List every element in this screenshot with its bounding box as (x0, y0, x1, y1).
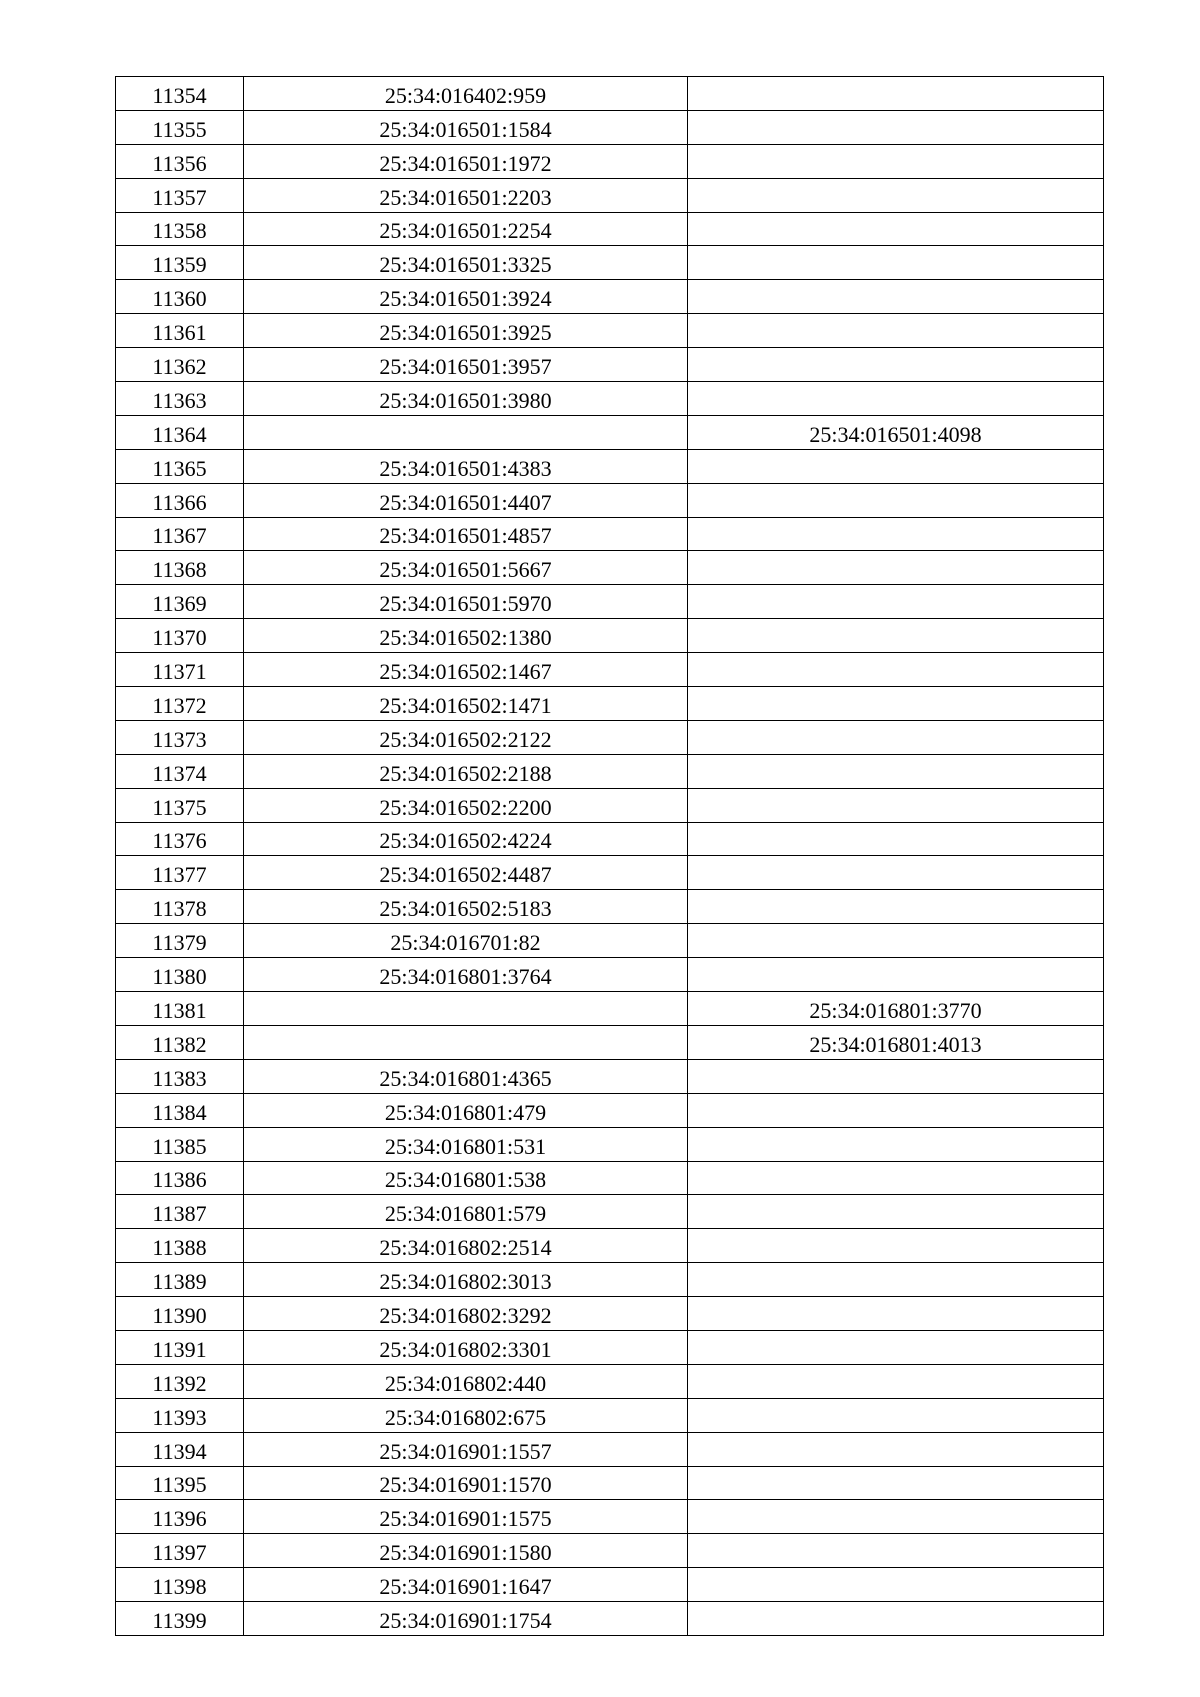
table-row (116, 890, 1104, 924)
row-number-text: 11368 (152, 557, 207, 583)
additional-cadastral-number-cell (688, 517, 1104, 551)
table-row (116, 1093, 1104, 1127)
additional-cadastral-number-cell (688, 585, 1104, 619)
additional-cadastral-number-text: 25:34:016501:4098 (809, 421, 982, 447)
cadastral-number-cell (244, 1161, 688, 1195)
additional-cadastral-number-cell (688, 1398, 1104, 1432)
row-number-text: 11387 (152, 1201, 207, 1227)
additional-cadastral-number-cell (688, 1229, 1104, 1263)
additional-cadastral-number-cell (688, 1602, 1104, 1636)
table-row (116, 1127, 1104, 1161)
row-number-text: 11384 (152, 1099, 207, 1125)
row-number-cell (116, 517, 244, 551)
cadastral-number-text: 25:34:016501:5970 (379, 591, 552, 617)
cadastral-number-text: 25:34:016901:1570 (379, 1472, 552, 1498)
cadastral-number-cell (244, 415, 688, 449)
table-row (116, 110, 1104, 144)
cadastral-number-text: 25:34:016502:1380 (379, 625, 552, 651)
cadastral-number-text: 25:34:016501:3924 (379, 286, 552, 312)
cadastral-number-text: 25:34:016502:4224 (379, 828, 552, 854)
cadastral-number-cell (244, 246, 688, 280)
row-number-cell (116, 890, 244, 924)
row-number-text: 11396 (152, 1506, 207, 1532)
cadastral-number-text: 25:34:016701:82 (390, 930, 541, 956)
additional-cadastral-number-cell (688, 856, 1104, 890)
table-row (116, 551, 1104, 585)
cadastral-number-cell (244, 212, 688, 246)
cadastral-number-text: 25:34:016801:531 (384, 1133, 547, 1159)
additional-cadastral-number-cell (688, 1025, 1104, 1059)
row-number-cell (116, 1330, 244, 1364)
row-number-cell (116, 1398, 244, 1432)
row-number-text: 11381 (152, 997, 207, 1023)
row-number-cell (116, 280, 244, 314)
cadastral-number-cell (244, 1093, 688, 1127)
row-number-text: 11388 (152, 1235, 207, 1261)
cadastral-number-cell (244, 1568, 688, 1602)
cadastral-number-cell (244, 483, 688, 517)
table-row (116, 178, 1104, 212)
cadastral-number-cell (244, 653, 688, 687)
row-number-cell (116, 924, 244, 958)
row-number-text: 11366 (152, 489, 207, 515)
cadastral-number-text: 25:34:016502:1467 (379, 659, 552, 685)
cadastral-number-cell (244, 1330, 688, 1364)
additional-cadastral-number-cell (688, 1059, 1104, 1093)
row-number-text: 11397 (152, 1540, 207, 1566)
row-number-cell (116, 1432, 244, 1466)
table-row (116, 1195, 1104, 1229)
cadastral-number-cell (244, 890, 688, 924)
cadastral-number-cell (244, 856, 688, 890)
row-number-cell (116, 822, 244, 856)
cadastral-number-cell (244, 822, 688, 856)
row-number-cell (116, 1161, 244, 1195)
row-number-text: 11367 (152, 523, 207, 549)
cadastral-number-cell (244, 1263, 688, 1297)
row-number-text: 11365 (152, 455, 207, 481)
additional-cadastral-number-cell (688, 1093, 1104, 1127)
additional-cadastral-number-cell (688, 551, 1104, 585)
row-number-cell (116, 551, 244, 585)
cadastral-number-cell (244, 1364, 688, 1398)
cadastral-number-text: 25:34:016801:3764 (379, 964, 552, 990)
row-number-text: 11354 (152, 82, 207, 108)
cadastral-number-cell (244, 1534, 688, 1568)
row-number-text: 11355 (152, 116, 207, 142)
additional-cadastral-number-cell (688, 958, 1104, 992)
cadastral-number-text: 25:34:016901:1754 (379, 1607, 552, 1633)
table-row (116, 788, 1104, 822)
row-number-cell (116, 653, 244, 687)
row-number-text: 11378 (152, 896, 207, 922)
row-number-cell (116, 314, 244, 348)
cadastral-number-text: 25:34:016801:4365 (379, 1065, 552, 1091)
additional-cadastral-number-text: 25:34:016801:3770 (809, 997, 982, 1023)
row-number-text: 11358 (152, 218, 207, 244)
row-number-text: 11386 (152, 1167, 207, 1193)
additional-cadastral-number-cell (688, 483, 1104, 517)
cadastral-number-cell (244, 687, 688, 721)
row-number-cell (116, 1195, 244, 1229)
additional-cadastral-number-cell (688, 1500, 1104, 1534)
cadastral-number-text: 25:34:016501:2203 (379, 184, 552, 210)
additional-cadastral-number-cell (688, 415, 1104, 449)
additional-cadastral-number-cell (688, 110, 1104, 144)
row-number-cell (116, 788, 244, 822)
additional-cadastral-number-cell (688, 314, 1104, 348)
additional-cadastral-number-cell (688, 1297, 1104, 1331)
row-number-text: 11395 (152, 1472, 207, 1498)
cadastral-number-cell (244, 1127, 688, 1161)
cadastral-number-cell (244, 517, 688, 551)
cadastral-number-text: 25:34:016502:2200 (379, 794, 552, 820)
table-row (116, 483, 1104, 517)
cadastral-number-text: 25:34:016402:959 (384, 82, 547, 108)
cadastral-number-text: 25:34:016501:4857 (379, 523, 552, 549)
cadastral-number-cell (244, 1398, 688, 1432)
row-number-text: 11359 (152, 252, 207, 278)
cadastral-number-cell (244, 110, 688, 144)
cadastral-number-cell (244, 178, 688, 212)
cadastral-number-cell (244, 449, 688, 483)
additional-cadastral-number-cell (688, 1330, 1104, 1364)
row-number-text: 11374 (152, 760, 207, 786)
cadastral-number-text: 25:34:016901:1557 (379, 1438, 552, 1464)
cadastral-number-cell (244, 924, 688, 958)
cadastral-number-text: 25:34:016802:3013 (379, 1269, 552, 1295)
row-number-cell (116, 958, 244, 992)
table-row (116, 1466, 1104, 1500)
additional-cadastral-number-cell (688, 1466, 1104, 1500)
row-number-text: 11363 (152, 387, 207, 413)
additional-cadastral-number-cell (688, 890, 1104, 924)
cadastral-number-text: 25:34:016502:4487 (379, 862, 552, 888)
row-number-text: 11356 (152, 150, 207, 176)
cadastral-number-cell (244, 551, 688, 585)
additional-cadastral-number-cell (688, 1432, 1104, 1466)
cadastral-number-cell (244, 314, 688, 348)
cadastral-number-text: 25:34:016802:3292 (379, 1302, 552, 1328)
table-row (116, 517, 1104, 551)
cadastral-number-cell (244, 619, 688, 653)
cadastral-number-text: 25:34:016501:1972 (379, 150, 552, 176)
table-row (116, 924, 1104, 958)
cadastral-number-cell (244, 1059, 688, 1093)
cadastral-number-text: 25:34:016501:2254 (379, 218, 552, 244)
row-number-cell (116, 1500, 244, 1534)
row-number-text: 11371 (152, 659, 207, 685)
row-number-cell (116, 246, 244, 280)
cadastral-number-cell (244, 1297, 688, 1331)
table-row (116, 1059, 1104, 1093)
row-number-text: 11362 (152, 354, 207, 380)
row-number-text: 11369 (152, 591, 207, 617)
cadastral-number-text: 25:34:016501:1584 (379, 116, 552, 142)
cadastral-number-text: 25:34:016501:3325 (379, 252, 552, 278)
table-row (116, 1229, 1104, 1263)
row-number-text: 11394 (152, 1438, 207, 1464)
cadastral-number-cell (244, 1500, 688, 1534)
row-number-text: 11361 (152, 320, 207, 346)
table-row (116, 314, 1104, 348)
table-row (116, 720, 1104, 754)
cadastral-number-text: 25:34:016801:538 (384, 1167, 547, 1193)
row-number-cell (116, 1602, 244, 1636)
table-row (116, 1161, 1104, 1195)
additional-cadastral-number-cell (688, 1161, 1104, 1195)
row-number-cell (116, 1093, 244, 1127)
table-row (116, 856, 1104, 890)
additional-cadastral-number-cell (688, 1364, 1104, 1398)
cadastral-number-cell (244, 754, 688, 788)
table-row (116, 754, 1104, 788)
cadastral-number-cell (244, 585, 688, 619)
table-row (116, 212, 1104, 246)
row-number-text: 11357 (152, 184, 207, 210)
cadastral-number-text: 25:34:016502:1471 (379, 692, 552, 718)
cadastral-table (115, 76, 1104, 1636)
table-row (116, 1297, 1104, 1331)
cadastral-number-cell (244, 144, 688, 178)
additional-cadastral-number-cell (688, 77, 1104, 111)
table-row (116, 822, 1104, 856)
additional-cadastral-number-cell (688, 788, 1104, 822)
row-number-cell (116, 144, 244, 178)
row-number-cell (116, 856, 244, 890)
table-row (116, 619, 1104, 653)
row-number-text: 11373 (152, 726, 207, 752)
row-number-text: 11382 (152, 1031, 207, 1057)
table-row (116, 687, 1104, 721)
table-row (116, 280, 1104, 314)
additional-cadastral-number-cell (688, 348, 1104, 382)
additional-cadastral-number-cell (688, 822, 1104, 856)
table-row (116, 1500, 1104, 1534)
additional-cadastral-number-cell (688, 280, 1104, 314)
row-number-cell (116, 1534, 244, 1568)
cadastral-number-text: 25:34:016501:3980 (379, 387, 552, 413)
cadastral-number-cell (244, 958, 688, 992)
row-number-text: 11385 (152, 1133, 207, 1159)
row-number-text: 11379 (152, 930, 207, 956)
table-row (116, 1364, 1104, 1398)
cadastral-number-cell (244, 1602, 688, 1636)
table-row (116, 1398, 1104, 1432)
cadastral-number-text: 25:34:016501:4407 (379, 489, 552, 515)
row-number-text: 11391 (152, 1336, 207, 1362)
row-number-text: 11370 (152, 625, 207, 651)
additional-cadastral-number-cell (688, 178, 1104, 212)
cadastral-number-cell (244, 280, 688, 314)
table-row (116, 77, 1104, 111)
additional-cadastral-number-cell (688, 924, 1104, 958)
table-row (116, 1602, 1104, 1636)
row-number-cell (116, 1263, 244, 1297)
additional-cadastral-number-cell (688, 1195, 1104, 1229)
additional-cadastral-number-cell (688, 754, 1104, 788)
cadastral-number-text: 25:34:016502:2122 (379, 726, 552, 752)
row-number-cell (116, 720, 244, 754)
table-row (116, 348, 1104, 382)
cadastral-number-text: 25:34:016501:5667 (379, 557, 552, 583)
table-row (116, 1263, 1104, 1297)
additional-cadastral-number-cell (688, 449, 1104, 483)
cadastral-number-cell (244, 1229, 688, 1263)
table-row (116, 1568, 1104, 1602)
row-number-text: 11392 (152, 1370, 207, 1396)
table-row (116, 1025, 1104, 1059)
cadastral-number-text: 25:34:016501:3925 (379, 320, 552, 346)
cadastral-number-text: 25:34:016802:675 (384, 1404, 547, 1430)
row-number-cell (116, 585, 244, 619)
cadastral-number-cell (244, 1025, 688, 1059)
additional-cadastral-number-cell (688, 992, 1104, 1026)
row-number-cell (116, 754, 244, 788)
row-number-text: 11390 (152, 1302, 207, 1328)
row-number-text: 11383 (152, 1065, 207, 1091)
row-number-cell (116, 1568, 244, 1602)
row-number-text: 11398 (152, 1574, 207, 1600)
cadastral-number-text: 25:34:016802:3301 (379, 1336, 552, 1362)
additional-cadastral-number-cell (688, 1263, 1104, 1297)
cadastral-number-text: 25:34:016802:2514 (379, 1235, 552, 1261)
row-number-text: 11393 (152, 1404, 207, 1430)
cadastral-number-cell (244, 720, 688, 754)
cadastral-number-cell (244, 1432, 688, 1466)
row-number-cell (116, 1364, 244, 1398)
additional-cadastral-number-cell (688, 144, 1104, 178)
cadastral-number-text: 25:34:016901:1580 (379, 1540, 552, 1566)
table-row (116, 449, 1104, 483)
cadastral-number-text: 25:34:016901:1575 (379, 1506, 552, 1532)
row-number-cell (116, 992, 244, 1026)
cadastral-number-cell (244, 382, 688, 416)
additional-cadastral-number-cell (688, 246, 1104, 280)
row-number-cell (116, 348, 244, 382)
cadastral-number-text: 25:34:016502:5183 (379, 896, 552, 922)
cadastral-number-text: 25:34:016502:2188 (379, 760, 552, 786)
row-number-text: 11389 (152, 1269, 207, 1295)
table-row (116, 415, 1104, 449)
row-number-text: 11364 (152, 421, 207, 447)
cadastral-number-text: 25:34:016501:4383 (379, 455, 552, 481)
row-number-cell (116, 1297, 244, 1331)
table-row (116, 1432, 1104, 1466)
row-number-cell (116, 178, 244, 212)
row-number-cell (116, 110, 244, 144)
cadastral-number-text: 25:34:016501:3957 (379, 354, 552, 380)
additional-cadastral-number-cell (688, 619, 1104, 653)
row-number-text: 11375 (152, 794, 207, 820)
table-row (116, 1534, 1104, 1568)
row-number-cell (116, 1025, 244, 1059)
cadastral-number-text: 25:34:016901:1647 (379, 1574, 552, 1600)
additional-cadastral-number-cell (688, 212, 1104, 246)
additional-cadastral-number-cell (688, 687, 1104, 721)
row-number-text: 11377 (152, 862, 207, 888)
additional-cadastral-number-text: 25:34:016801:4013 (809, 1031, 982, 1057)
table-row (116, 246, 1104, 280)
table-row (116, 144, 1104, 178)
row-number-cell (116, 77, 244, 111)
table-row (116, 992, 1104, 1026)
table-row (116, 958, 1104, 992)
table-row (116, 1330, 1104, 1364)
additional-cadastral-number-cell (688, 653, 1104, 687)
table-row (116, 585, 1104, 619)
cadastral-number-cell (244, 77, 688, 111)
cadastral-number-cell (244, 1466, 688, 1500)
row-number-cell (116, 1229, 244, 1263)
row-number-cell (116, 1127, 244, 1161)
row-number-cell (116, 619, 244, 653)
row-number-text: 11372 (152, 692, 207, 718)
additional-cadastral-number-cell (688, 1534, 1104, 1568)
table-row (116, 653, 1104, 687)
additional-cadastral-number-cell (688, 1127, 1104, 1161)
row-number-cell (116, 415, 244, 449)
cadastral-number-text: 25:34:016802:440 (384, 1370, 547, 1396)
additional-cadastral-number-cell (688, 1568, 1104, 1602)
additional-cadastral-number-cell (688, 720, 1104, 754)
cadastral-number-text: 25:34:016801:479 (384, 1099, 547, 1125)
table-body (116, 77, 1104, 1636)
row-number-text: 11380 (152, 964, 207, 990)
row-number-cell (116, 382, 244, 416)
row-number-text: 11360 (152, 286, 207, 312)
cadastral-number-cell (244, 788, 688, 822)
cadastral-number-cell (244, 1195, 688, 1229)
cadastral-number-cell (244, 348, 688, 382)
cadastral-number-text: 25:34:016801:579 (384, 1201, 547, 1227)
row-number-text: 11399 (152, 1607, 207, 1633)
additional-cadastral-number-cell (688, 382, 1104, 416)
row-number-cell (116, 687, 244, 721)
row-number-text: 11376 (152, 828, 207, 854)
row-number-cell (116, 483, 244, 517)
row-number-cell (116, 1059, 244, 1093)
row-number-cell (116, 449, 244, 483)
table-row (116, 382, 1104, 416)
cadastral-number-cell (244, 992, 688, 1026)
row-number-cell (116, 1466, 244, 1500)
row-number-cell (116, 212, 244, 246)
